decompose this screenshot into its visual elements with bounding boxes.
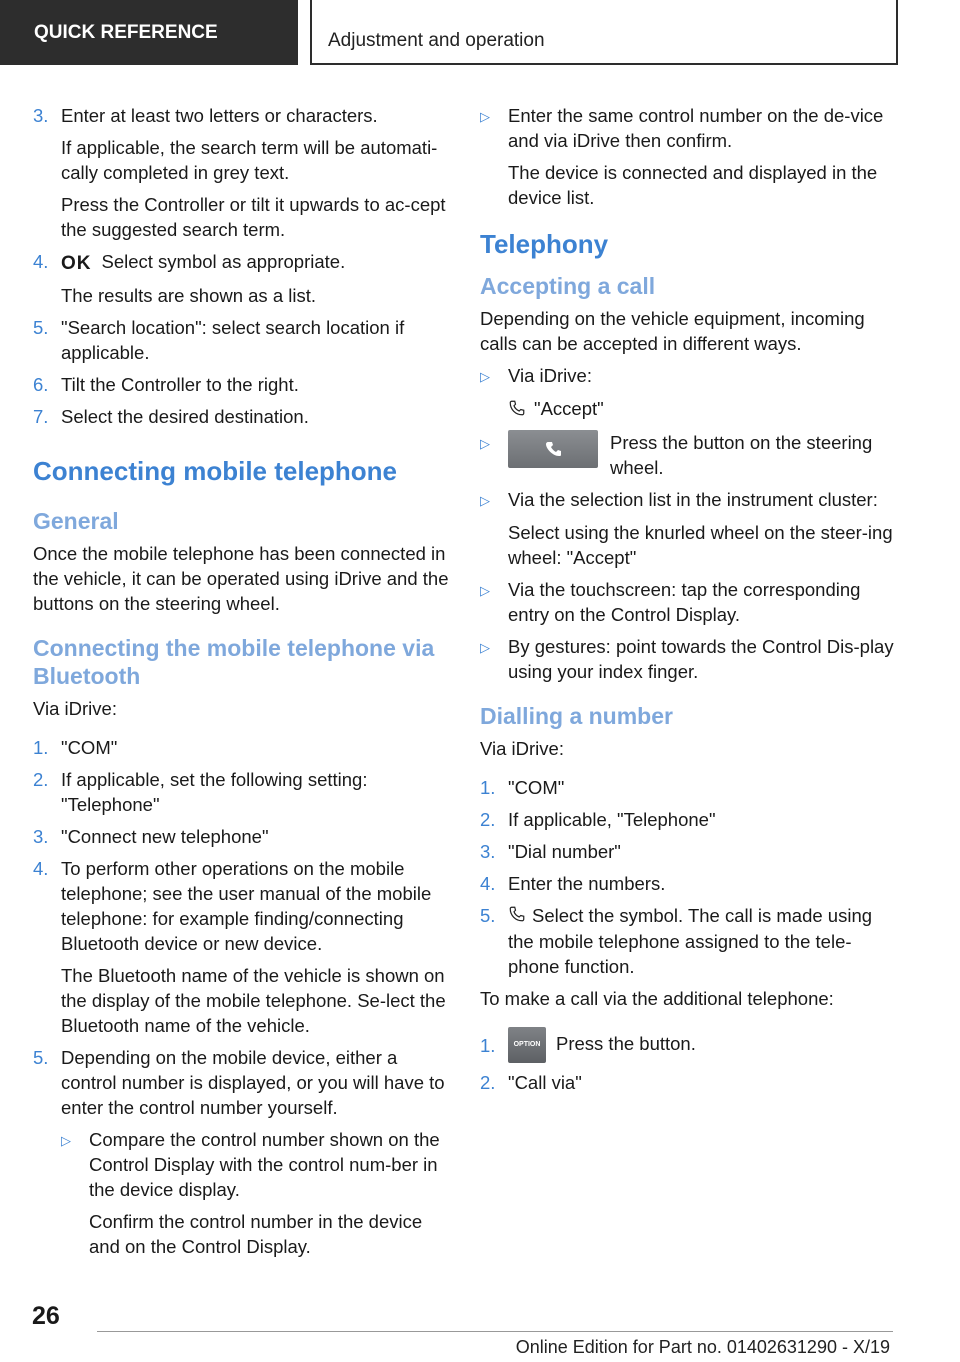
- paragraph: Via iDrive:: [33, 697, 117, 719]
- bullet-note-text: "Accept": [534, 398, 604, 419]
- chapter-title: Adjustment and operation: [310, 0, 898, 65]
- bullet-note: Select using the knurled wheel on the steer-ing wheel: "Accept": [508, 521, 893, 568]
- step-text: To perform other operations on the mobile telephone; see the user manual of the mobile telephone: for example finding/connecting Bluetooth device or new device.: [61, 857, 432, 954]
- paragraph: Via iDrive:: [480, 737, 564, 759]
- step-number: 3.: [480, 840, 496, 862]
- section-tab[interactable]: QUICK REFERENCE: [0, 0, 298, 65]
- step-number: 3.: [33, 105, 49, 126]
- bullet-item: [480, 634, 898, 684]
- list-item: [33, 404, 453, 429]
- bullet-text: Via iDrive:: [508, 365, 592, 386]
- list-item: [480, 807, 898, 832]
- list-item: [480, 871, 898, 896]
- step-text: "COM": [61, 736, 118, 758]
- paragraph: To make a call via the additional telephone:: [480, 988, 834, 1010]
- step-number: 4.: [480, 872, 496, 894]
- step-note: Press the Controller or tilt it upwards to ac-cept the suggested search term.: [61, 194, 446, 240]
- list-item: [33, 1045, 453, 1120]
- section-heading: Telephony: [480, 229, 609, 259]
- triangle-bullet-icon: ▷: [61, 1132, 71, 1148]
- paragraph: Once the mobile telephone has been connected in the vehicle, it can be operated using iDrive and the buttons on the steering wheel.: [33, 542, 449, 614]
- step-text: If applicable, set the following setting: "Telephone": [61, 768, 368, 815]
- list-item: [33, 315, 453, 365]
- page-header: [0, 0, 960, 66]
- subsection-heading: Dialling a number: [480, 702, 673, 729]
- step-text: Depending on the mobile device, either a control number is displayed, or you will have to enter the control number yourself.: [61, 1046, 445, 1118]
- subsection-heading: Connecting the mobile telephone via Bluetooth: [33, 634, 435, 689]
- list-item: [480, 1070, 898, 1095]
- bullet-text: Press the button on the steering wheel.: [610, 431, 873, 478]
- step-text: "Dial number": [508, 840, 621, 862]
- step-text: Enter at least two letters or characters.: [61, 105, 378, 126]
- step-text: Select symbol as appropriate.: [101, 251, 346, 272]
- bullet-text: Via the selection list in the instrument cluster:: [508, 488, 878, 510]
- list-item: [33, 767, 453, 817]
- bullet-item: [61, 1127, 453, 1202]
- bullet-text: Enter the same control number on the de-vice and via iDrive then confirm.: [508, 105, 884, 151]
- step-text: "Connect new telephone": [61, 825, 269, 847]
- paragraph: Depending on the vehicle equipment, incoming calls can be accepted in different ways.: [480, 308, 865, 354]
- left-column: [33, 103, 453, 1266]
- footer-edition: Online Edition for Part no. 01402631290 - X/19: [515, 1337, 890, 1357]
- option-button-icon: OPTION: [508, 1027, 546, 1063]
- footer-divider: [97, 1331, 893, 1332]
- list-item: [480, 1027, 898, 1063]
- paragraph: The device is connected and displayed in the device list.: [508, 162, 878, 208]
- list-item: [33, 735, 453, 760]
- step-text: Press the button.: [556, 1033, 696, 1055]
- step-number: 3.: [33, 825, 49, 847]
- bullet-text: Compare the control number shown on the Control Display with the control num-ber in the device display.: [89, 1128, 440, 1200]
- bullet-item: [480, 577, 898, 627]
- bullet-text: Via the touchscreen: tap the corresponding entry on the Control Display.: [508, 578, 861, 625]
- steering-wheel-phone-button-icon: [508, 430, 598, 468]
- list-item: [33, 856, 453, 956]
- triangle-bullet-icon: ▷: [480, 492, 490, 508]
- bullet-item: [480, 103, 898, 153]
- step-text: Tilt the Controller to the right.: [61, 373, 299, 395]
- step-number: 4.: [33, 251, 49, 272]
- step-note: If applicable, the search term will be automati-cally completed in grey text.: [61, 137, 438, 183]
- step-number: 5.: [480, 904, 496, 926]
- triangle-bullet-icon: ▷: [480, 582, 490, 598]
- bullet-note: [480, 396, 898, 423]
- step-number: 2.: [33, 768, 49, 790]
- list-item: [33, 249, 453, 276]
- step-text: Select the desired destination.: [61, 405, 309, 427]
- bullet-note: Confirm the control number in the device and on the Control Display.: [89, 1210, 423, 1257]
- step-text: "COM": [508, 776, 565, 798]
- triangle-bullet-icon: ▷: [480, 369, 490, 384]
- right-column: [480, 103, 898, 1102]
- triangle-bullet-icon: ▷: [480, 109, 490, 124]
- step-number: 7.: [33, 405, 49, 427]
- bullet-item: [480, 487, 898, 513]
- bullet-text: By gestures: point towards the Control Dis-play using your index finger.: [508, 635, 894, 682]
- step-number: 5.: [33, 316, 49, 338]
- bullet-item: [480, 363, 898, 389]
- section-heading: Connecting mobile telephone: [33, 455, 398, 486]
- step-text: If applicable, "Telephone": [508, 808, 716, 830]
- step-number: 4.: [33, 857, 49, 879]
- phone-handset-icon: [508, 398, 526, 423]
- step-number: 5.: [33, 1046, 49, 1068]
- step-note: The Bluetooth name of the vehicle is shown on the display of the mobile telephone. Se-lect the Bluetooth name of the vehicle.: [61, 964, 446, 1036]
- list-item: [33, 372, 453, 397]
- subsection-heading: Accepting a call: [480, 273, 656, 299]
- subsection-heading: General: [33, 507, 119, 534]
- step-text: "Call via": [508, 1072, 582, 1094]
- ok-symbol-icon: OK: [61, 252, 92, 274]
- step-number: 6.: [33, 373, 49, 395]
- list-item: [33, 103, 453, 128]
- step-note: The results are shown as a list.: [61, 284, 316, 306]
- list-item: [480, 775, 898, 800]
- step-number: 1.: [33, 736, 49, 758]
- triangle-bullet-icon: ▷: [480, 639, 490, 655]
- page-number: 26: [32, 1302, 60, 1330]
- step-text: "Search location": select search location if applicable.: [61, 316, 405, 363]
- triangle-bullet-icon: ▷: [480, 435, 490, 451]
- step-number: 2.: [480, 1072, 496, 1094]
- bullet-item: [480, 430, 898, 480]
- list-item: [480, 839, 898, 864]
- step-text: Enter the numbers.: [508, 872, 666, 894]
- phone-handset-icon: [508, 904, 526, 929]
- step-number: 1.: [480, 1034, 496, 1056]
- step-number: 1.: [480, 776, 496, 798]
- step-text: Select the symbol. The call is made using the mobile telephone assigned to the tele-phone function.: [508, 904, 873, 978]
- list-item: [33, 824, 453, 849]
- list-item: [480, 903, 898, 980]
- step-number: 2.: [480, 808, 496, 830]
